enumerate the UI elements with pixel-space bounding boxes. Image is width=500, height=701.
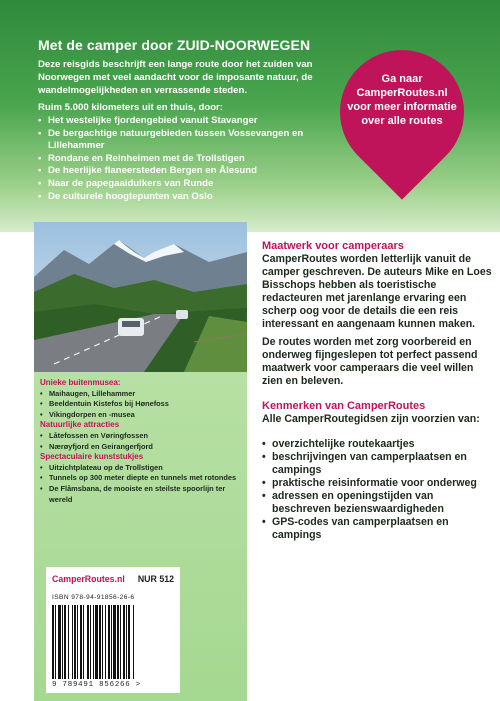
website-label: CamperRoutes.nl (52, 574, 125, 584)
landscape-photo (34, 222, 247, 372)
paragraph: CamperRoutes worden letterlijk vanuit de camper geschreven. De auteurs Mike en Loes Bisschops hebben als toeristische redacteuren met jarenlange ervaring een scherp oog voor de details die een reis interessant en aangenaam kunnen maken. (262, 253, 492, 330)
list-item: • Beeldentuin Kistefos bij Hønefoss (40, 399, 244, 410)
list-item: • De culturele hoogtepunten van Oslo (38, 191, 338, 204)
list-item: • overzichtelijke routekaartjes (262, 438, 494, 451)
list-item: • adressen en openingstijden van beschreven bezienswaardigheden (262, 490, 494, 516)
features-list (262, 438, 494, 542)
route-highlights (38, 115, 338, 203)
section-heading: Spectaculaire kunststukjes (40, 452, 144, 462)
route-lead: Ruim 5.000 kilometers uit en thuis, door: (38, 102, 223, 113)
section-heading: Unieke buitenmusea: (40, 378, 121, 387)
museum-list (40, 389, 244, 421)
list-item: • Maihaugen, Lillehammer (40, 389, 244, 400)
nur-code: NUR 512 (137, 574, 174, 584)
barcode-image (52, 605, 174, 679)
list-item: • De heerlijke flaneersteden Bergen en Ålesund (38, 165, 338, 178)
section-heading: Maatwerk voor camperaars (262, 240, 404, 252)
intro-text: Deze reisgids beschrijft een lange route door het zuiden van Noorwegen met veel aandacht voor de imposante natuur, de wandelmogelijkheden en verrassende steden. (38, 59, 313, 96)
attractions-list (40, 378, 244, 505)
list-item: • Vikingdorpen en -musea (40, 410, 244, 421)
list-item: • praktische reisinformatie voor onderweg (262, 477, 494, 490)
section-heading: Kenmerken van CamperRoutes (262, 400, 426, 412)
isbn-label: ISBN 978-94-91856-26-6 (52, 594, 135, 601)
paragraph: Alle CamperRoutegidsen zijn voorzien van: (262, 413, 480, 425)
list-item: • Naar de papegaaiduikers van Runde (38, 178, 338, 191)
paragraph: De routes worden met zorg voorbereid en onderweg fijngeslepen tot perfect passend maatwerk voor camperaars die veel willen zien en beleven. (262, 336, 478, 387)
list-item: • Het westelijke fjordengebied vanuit Stavanger (38, 115, 338, 128)
list-item: • beschrijvingen van camperplaatsen en campings (262, 451, 494, 477)
section-heading: Natuurlijke attracties (40, 420, 120, 430)
cover-title: Met de camper door ZUID-NOORWEGEN (38, 37, 311, 53)
barcode-box (46, 567, 180, 693)
list-item: • GPS-codes van camperplaatsen en campings (262, 516, 494, 542)
list-item: • Tunnels op 300 meter diepte en tunnels met rotondes (40, 473, 244, 484)
right-column (262, 240, 494, 542)
list-item: • De Flåmsbana, de mooiste en steilste spoorlijn ter wereld (40, 484, 244, 505)
barcode-number: 9 789491 856266 > (52, 681, 141, 689)
list-item: • De bergachtige natuurgebieden tussen Vossevangen en Lillehammer (38, 128, 338, 153)
attractions-panel (34, 372, 247, 701)
nature-list (40, 431, 244, 452)
list-item: • Låtefossen en Vøringfossen (40, 431, 244, 442)
spectacle-list (40, 463, 244, 505)
list-item: • Uitzichtplateau op de Trollstigen (40, 463, 244, 474)
road-landscape-image (34, 222, 247, 372)
pin-callout-text: Ga naar CamperRoutes.nl voor meer informatie over alle routes (347, 73, 457, 127)
list-item: • Rondane en Reinheimen met de Trollstigen (38, 153, 338, 166)
list-item: • Nærøyfjord en Geirangerfjord (40, 442, 244, 453)
